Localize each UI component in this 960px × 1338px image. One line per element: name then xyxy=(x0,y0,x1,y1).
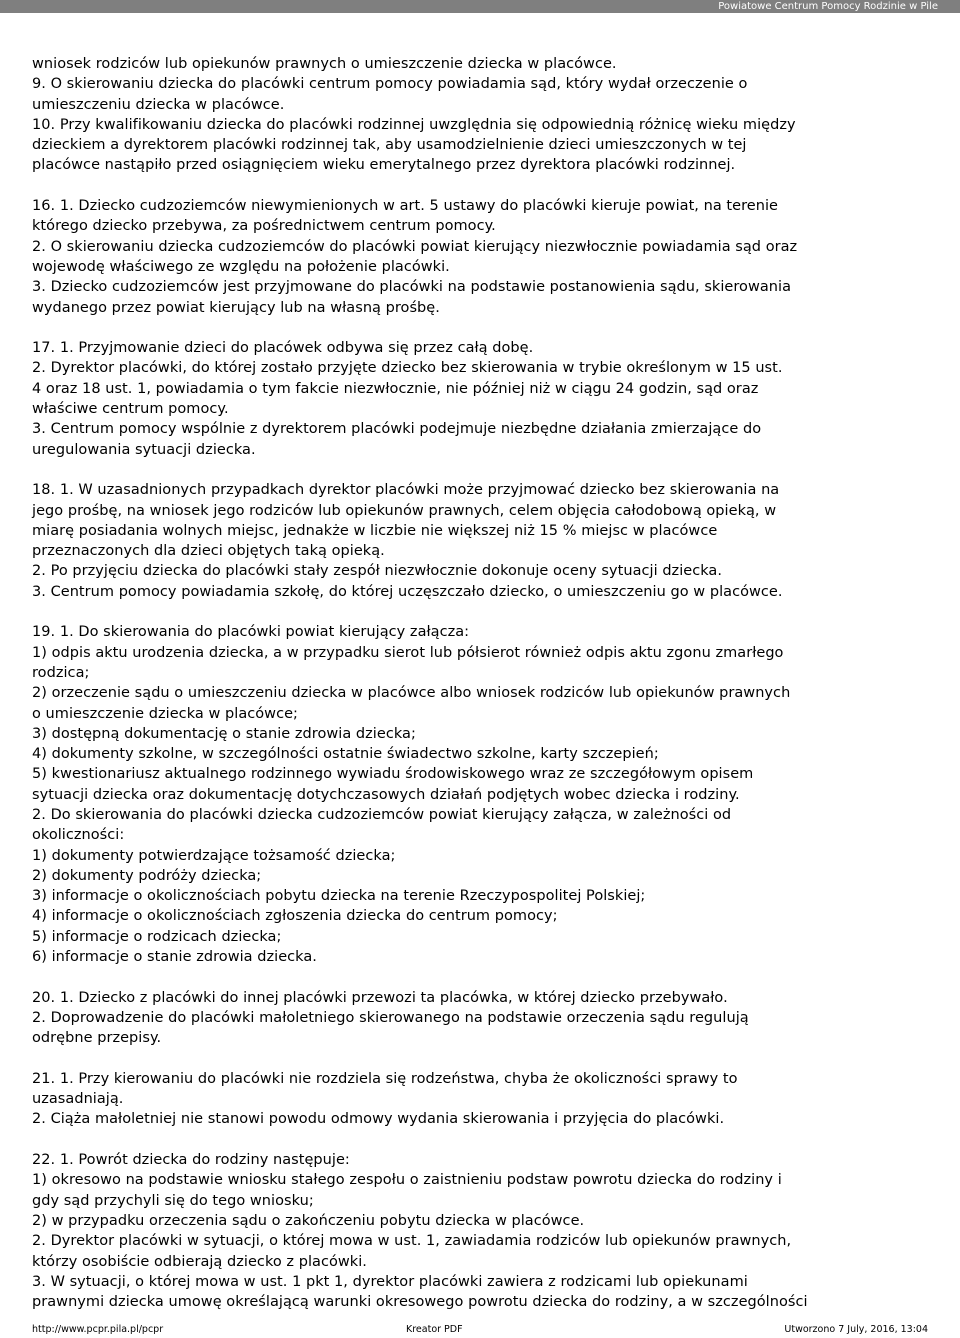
text-line: 2. Doprowadzenie do placówki małoletniego skierowanego na podstawie orzeczenia sądu regulują xyxy=(32,1009,749,1026)
text-line: 1) dokumenty potwierdzające tożsamość dziecka; xyxy=(32,847,396,864)
paragraph-gap xyxy=(32,1049,938,1069)
text-line: odrębne przepisy. xyxy=(32,1030,162,1047)
text-line: 6) informacje o stanie zdrowia dziecka. xyxy=(32,949,317,966)
text-line: 10. Przy kwalifikowaniu dziecka do placówki rodzinnej uwzględnia się odpowiednią różnicę wieku między xyxy=(32,116,796,133)
text-line: wojewodę właściwego ze względu na położenie placówki. xyxy=(32,258,450,275)
text-line: 3. Centrum pomocy powiadamia szkołę, do której uczęszczało dziecko, o umieszczeniu go w placówce. xyxy=(32,583,783,600)
text-line: uregulowania sytuacji dziecka. xyxy=(32,441,256,458)
text-line: 3. Centrum pomocy wspólnie z dyrektorem placówki podejmuje niezbędne działania zmierzające do xyxy=(32,421,762,438)
footer-creator: Kreator PDF xyxy=(406,1324,463,1335)
text-line: 3) informacje o okolicznościach pobytu dziecka na terenie Rzeczypospolitej Polskiej; xyxy=(32,888,646,905)
text-line: właściwe centrum pomocy. xyxy=(32,401,229,418)
text-line: 2) orzeczenie sądu o umieszczeniu dziecka w placówce albo wniosek rodziców lub opiekunów prawnych xyxy=(32,685,791,702)
text-line: 5) kwestionariusz aktualnego rodzinnego wywiadu środowiskowego wraz ze szczegółowym opisem xyxy=(32,766,754,783)
document-body xyxy=(32,54,938,1312)
text-line: 3. Dziecko cudzoziemców jest przyjmowane do placówki na podstawie postanowienia sądu, skierowania xyxy=(32,279,792,296)
footer xyxy=(32,1324,928,1336)
text-line: 5) informacje o rodzicach dziecka; xyxy=(32,928,282,945)
text-line: gdy sąd przychyli się do tego wniosku; xyxy=(32,1192,314,1209)
paragraph-gap xyxy=(32,176,938,196)
text-line: okoliczności: xyxy=(32,827,125,844)
text-line: 2) w przypadku orzeczenia sądu o zakończeniu pobytu dziecka w placówce. xyxy=(32,1212,585,1229)
text-line: 2. Ciąża małoletniej nie stanowi powodu odmowy wydania skierowania i przyjęcia do placówki. xyxy=(32,1111,725,1128)
text-line: 1) okresowo na podstawie wniosku stałego zespołu o zaistnieniu podstaw powrotu dziecka do rodziny i xyxy=(32,1172,782,1189)
text-line: placówce nastąpiło przed osiągnięciem wieku emerytalnego przez dyrektora placówki rodzinnej. xyxy=(32,157,736,174)
text-line: którego dziecko przebywa, za pośrednictwem centrum pomocy. xyxy=(32,218,496,235)
text-line: 4 oraz 18 ust. 1, powiadamia o tym fakcie niezwłocznie, nie później niż w ciągu 24 godzin, sąd oraz xyxy=(32,380,759,397)
text-line: rodzica; xyxy=(32,664,90,681)
header-bar xyxy=(0,0,960,13)
text-line: 17. 1. Przyjmowanie dzieci do placówek odbywa się przez całą dobę. xyxy=(32,340,534,357)
text-line: 3. W sytuacji, o której mowa w ust. 1 pkt 1, dyrektor placówki zawiera z rodzicami lub opiekunami xyxy=(32,1273,748,1290)
text-line: 18. 1. W uzasadnionych przypadkach dyrektor placówki może przyjmować dziecko bez skierowania na xyxy=(32,482,780,499)
text-line: 2. Po przyjęciu dziecka do placówki stały zespół niezwłocznie dokonuje oceny sytuacji dziecka. xyxy=(32,563,723,580)
text-line: 2. Dyrektor placówki, do której zostało przyjęte dziecko bez skierowania w trybie określonym w 15 ust. xyxy=(32,360,783,377)
paragraph-gap xyxy=(32,460,938,480)
text-line: 2. Dyrektor placówki w sytuacji, o której mowa w ust. 1, zawiadamia rodziców lub opiekunów prawnych, xyxy=(32,1233,792,1250)
text-line: 2. O skierowaniu dziecka cudzoziemców do placówki powiat kierujący niezwłocznie powiadamia sąd oraz xyxy=(32,238,798,255)
text-line: wydanego przez powiat kierujący lub na własną prośbę. xyxy=(32,299,440,316)
text-line: 2. Do skierowania do placówki dziecka cudzoziemców powiat kierujący załącza, w zależności od xyxy=(32,806,732,823)
text-line: przeznaczonych dla dzieci objętych taką opieką. xyxy=(32,543,385,560)
text-line: którzy osobiście odbierają dziecko z placówki. xyxy=(32,1253,367,1270)
paragraph-gap xyxy=(32,967,938,987)
text-line: uzasadniają. xyxy=(32,1091,124,1108)
header-title: Powiatowe Centrum Pomocy Rodzinie w Pile xyxy=(718,1,938,12)
paragraph-gap xyxy=(32,1130,938,1150)
text-line: dzieckiem a dyrektorem placówki rodzinnej tak, aby usamodzielnienie dzieci umieszczonych w tej xyxy=(32,137,747,154)
text-line: 19. 1. Do skierowania do placówki powiat kierujący załącza: xyxy=(32,624,470,641)
text-line: 20. 1. Dziecko z placówki do innej placówki przewozi ta placówka, w której dziecko przebywało. xyxy=(32,989,728,1006)
text-line: umieszczeniu dziecka w placówce. xyxy=(32,96,285,113)
text-line: 4) dokumenty szkolne, w szczególności ostatnie świadectwo szkolne, karty szczepień; xyxy=(32,746,659,763)
paragraph-gap xyxy=(32,602,938,622)
text-line: 3) dostępną dokumentację o stanie zdrowia dziecka; xyxy=(32,725,416,742)
text-line: 16. 1. Dziecko cudzoziemców niewymienionych w art. 5 ustawy do placówki kieruje powiat, na terenie xyxy=(32,198,778,215)
footer-url-link[interactable]: http://www.pcpr.pila.pl/pcpr xyxy=(32,1324,164,1335)
text-line: miarę posiadania wolnych miejsc, jednakże w liczbie nie większej niż 15 % miejsc w placówce xyxy=(32,522,718,539)
footer-created-date: Utworzono 7 July, 2016, 13:04 xyxy=(784,1324,928,1335)
text-line: wniosek rodziców lub opiekunów prawnych o umieszczenie dziecka w placówce. xyxy=(32,56,617,72)
text-line: 4) informacje o okolicznościach zgłoszenia dziecka do centrum pomocy; xyxy=(32,908,558,925)
paragraph-gap xyxy=(32,318,938,338)
text-line: 22. 1. Powrót dziecka do rodziny następuje: xyxy=(32,1152,350,1169)
text-line: 2) dokumenty podróży dziecka; xyxy=(32,867,262,884)
text-line: 9. O skierowaniu dziecka do placówki centrum pomocy powiadamia sąd, który wydał orzeczenie o xyxy=(32,76,748,93)
text-line: prawnymi dziecka umowę określającą warunki okresowego powrotu dziecka do rodziny, a w szczególności xyxy=(32,1294,808,1311)
text-line: 21. 1. Przy kierowaniu do placówki nie rozdziela się rodzeństwa, chyba że okoliczności sprawy to xyxy=(32,1070,738,1087)
text-line: o umieszczenie dziecka w placówce; xyxy=(32,705,298,722)
text-line: sytuacji dziecka oraz dokumentację dotychczasowych działań podjętych wobec dziecka i rodziny. xyxy=(32,786,740,803)
text-line: 1) odpis aktu urodzenia dziecka, a w przypadku sierot lub półsierot również odpis aktu zgonu zmarłego xyxy=(32,644,784,661)
text-line: jego prośbę, na wniosek jego rodziców lub opiekunów prawnych, celem objęcia całodobową opieką, w xyxy=(32,502,777,519)
